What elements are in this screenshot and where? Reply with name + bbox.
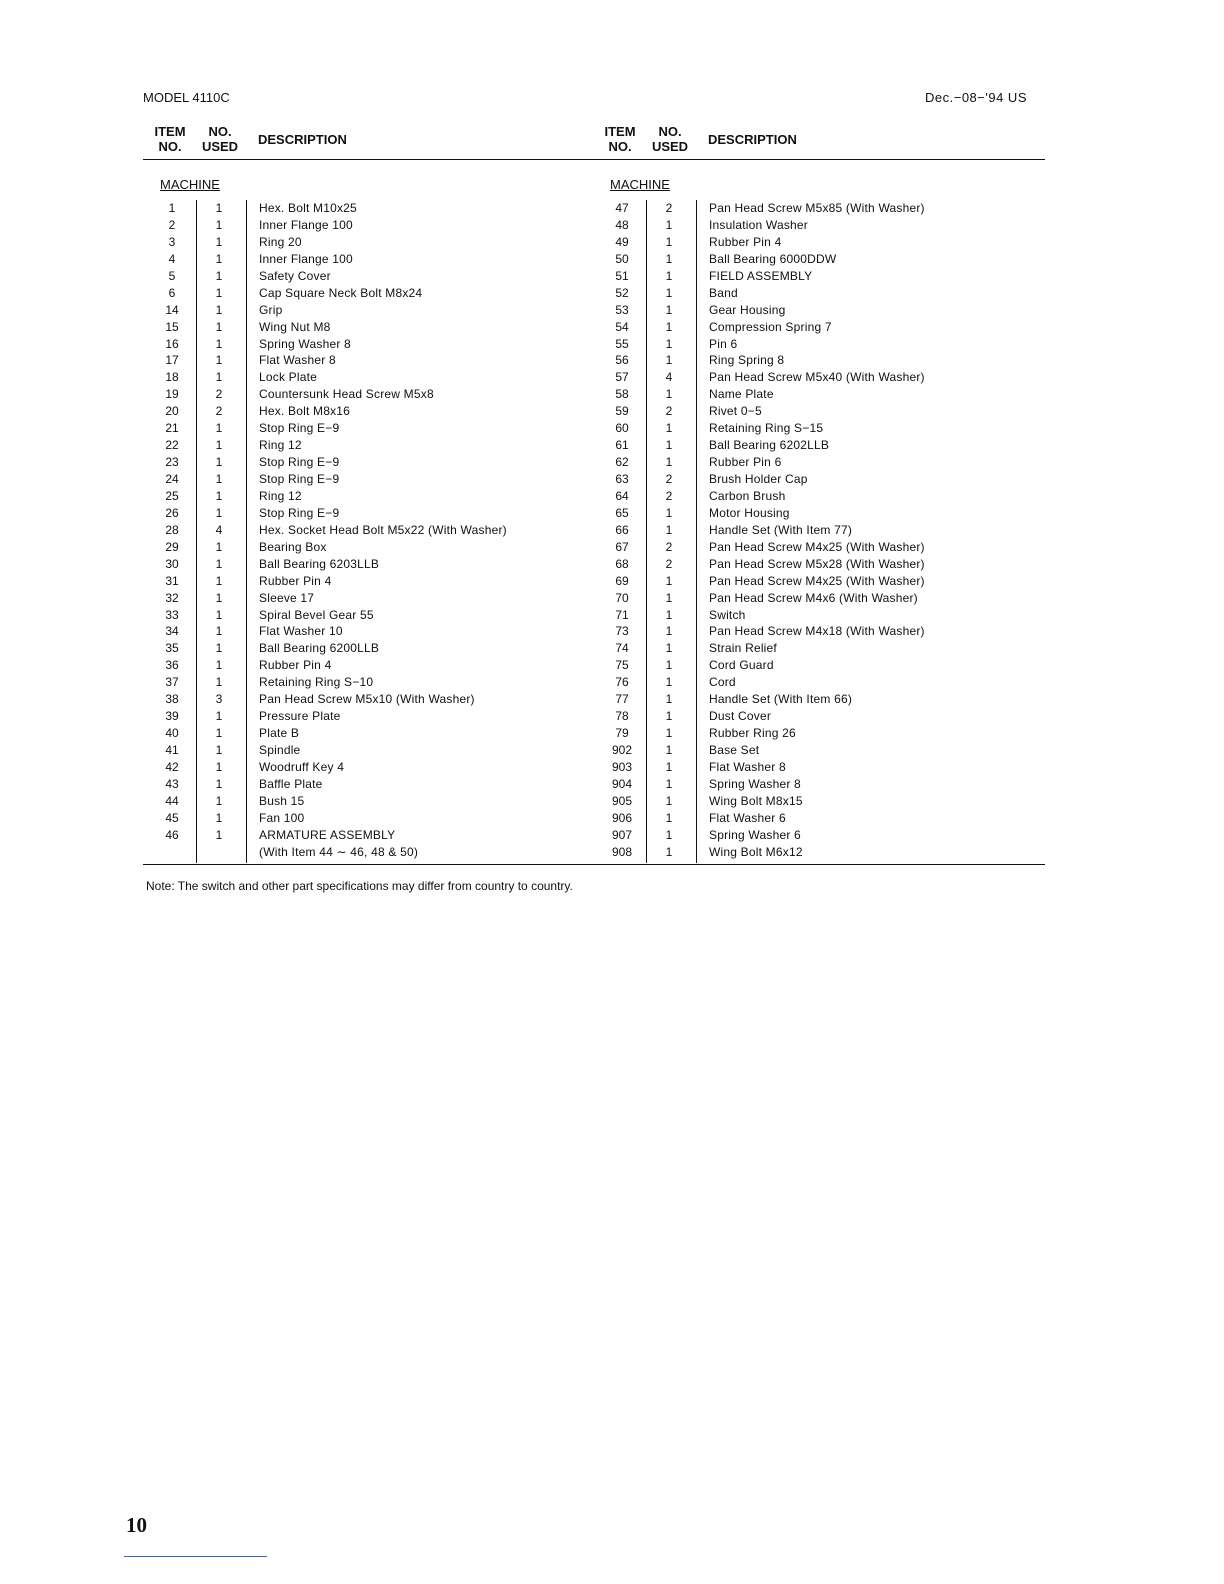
header-item-line2: NO. (608, 139, 632, 154)
quantity-used: 1 (665, 776, 673, 791)
quantity-used: 1 (665, 709, 673, 724)
item-number: 66 (615, 522, 629, 537)
quantity-used: 1 (665, 759, 673, 774)
quantity-used: 1 (215, 658, 223, 673)
quantity-used: 1 (665, 455, 673, 470)
header-used-line1: NO. (658, 124, 682, 139)
header-used-line1: NO. (208, 124, 232, 139)
quantity-used: 1 (665, 641, 673, 656)
part-description: Spring Washer 6 (709, 827, 801, 842)
item-number: 907 (611, 827, 633, 842)
part-description: Sleeve 17 (259, 590, 315, 605)
item-number: 74 (615, 641, 629, 656)
quantity-used: 1 (665, 793, 673, 808)
quantity-used: 1 (215, 743, 223, 757)
part-description: Bearing Box (259, 539, 327, 554)
quantity-used: 1 (665, 607, 673, 622)
part-description: Gear Housing (709, 302, 786, 317)
quantity-used: 1 (215, 793, 223, 808)
part-description: Ball Bearing 6202LLB (709, 438, 830, 453)
item-number: 39 (165, 709, 179, 724)
quantity-used: 1 (215, 488, 223, 503)
quantity-used: 1 (215, 590, 223, 605)
item-number: 29 (165, 539, 179, 554)
section-label (610, 177, 670, 192)
item-number: 34 (165, 624, 179, 639)
item-number: 904 (611, 776, 633, 791)
quantity-used: 1 (665, 251, 673, 266)
item-number: 37 (165, 675, 179, 690)
quantity-used: 1 (215, 438, 223, 453)
quantity-used: 1 (215, 539, 223, 554)
part-description: Spindle (259, 743, 301, 757)
item-number: 6 (168, 285, 176, 300)
part-description: Handle Set (With Item 77) (709, 522, 853, 537)
part-description: Ring 12 (259, 488, 302, 503)
part-description: Ball Bearing 6000DDW (709, 251, 837, 266)
item-number: 28 (165, 522, 179, 537)
item-number: 24 (165, 472, 179, 486)
item-number: 67 (615, 539, 629, 554)
part-description: Spiral Bevel Gear 55 (259, 607, 374, 622)
part-description: Stop Ring E−9 (259, 455, 340, 470)
part-description: Motor Housing (709, 505, 790, 520)
part-description: ARMATURE ASSEMBLY (259, 827, 396, 842)
quantity-used: 1 (215, 624, 223, 639)
item-number: 19 (165, 387, 179, 402)
part-description: Hex. Bolt M10x25 (259, 201, 357, 215)
item-number: 30 (165, 556, 179, 571)
quantity-used: 1 (215, 421, 223, 436)
part-description: Brush Holder Cap (709, 472, 808, 486)
page-number: 10 (126, 1513, 147, 1537)
item-number: 45 (165, 810, 179, 825)
quantity-used: 1 (215, 556, 223, 571)
part-description: Cap Square Neck Bolt M8x24 (259, 285, 423, 300)
item-number: 44 (165, 793, 179, 808)
item-number: 79 (615, 726, 629, 741)
item-number: 40 (165, 726, 179, 741)
item-number: 54 (615, 319, 629, 334)
quantity-used: 1 (215, 675, 223, 690)
item-number: 46 (165, 827, 179, 842)
header-item-line2: NO. (158, 139, 182, 154)
part-description: Wing Nut M8 (259, 319, 331, 334)
part-description: Stop Ring E−9 (259, 421, 340, 436)
part-description: Woodruff Key 4 (259, 759, 345, 774)
quantity-used: 1 (665, 302, 673, 317)
part-description: Cord (709, 675, 736, 690)
quantity-used: 1 (215, 201, 223, 215)
part-description: Rivet 0−5 (709, 404, 762, 419)
quantity-used: 1 (665, 810, 673, 825)
quantity-used: 3 (215, 692, 223, 707)
part-description: Wing Bolt M6x12 (709, 844, 803, 859)
quantity-used: 1 (665, 692, 673, 707)
item-number: 905 (611, 793, 633, 808)
item-number: 906 (611, 810, 633, 825)
part-description: Stop Ring E−9 (259, 505, 340, 520)
header-used-line2: USED (651, 139, 689, 154)
quantity-used: 1 (215, 472, 223, 486)
quantity-used: 1 (215, 251, 223, 266)
part-description: Rubber Pin 4 (709, 234, 782, 249)
item-number: 16 (165, 336, 179, 351)
part-description: Flat Washer 6 (709, 810, 786, 825)
item-number: 25 (165, 488, 179, 503)
header-rule (143, 159, 1045, 160)
part-description: Bush 15 (259, 793, 305, 808)
item-number: 4 (168, 251, 176, 266)
quantity-used: 1 (215, 505, 223, 520)
quantity-used: 1 (665, 658, 673, 673)
item-number: 18 (165, 370, 179, 385)
quantity-used: 1 (215, 455, 223, 470)
part-description: Pan Head Screw M4x18 (With Washer) (709, 624, 925, 639)
item-number: 23 (165, 455, 179, 470)
part-description: Ball Bearing 6200LLB (259, 641, 380, 656)
part-description: FIELD ASSEMBLY (709, 268, 813, 283)
item-number: 47 (615, 201, 629, 215)
item-number: 43 (165, 776, 179, 791)
quantity-used: 1 (215, 726, 223, 741)
part-description: Countersunk Head Screw M5x8 (259, 387, 434, 402)
quantity-used: 1 (215, 370, 223, 385)
part-description: Carbon Brush (709, 488, 786, 503)
item-number: 60 (615, 421, 629, 436)
part-description: Pan Head Screw M4x25 (With Washer) (709, 539, 925, 554)
quantity-used: 1 (215, 827, 223, 842)
quantity-used: 1 (665, 675, 673, 690)
item-number: 63 (615, 472, 629, 486)
part-description: Pan Head Screw M4x6 (With Washer) (709, 590, 918, 605)
column-divider (246, 200, 247, 863)
quantity-used: 1 (665, 285, 673, 300)
quantity-used: 1 (665, 624, 673, 639)
quantity-used: 1 (215, 285, 223, 300)
quantity-used: 1 (215, 810, 223, 825)
quantity-used: 1 (665, 505, 673, 520)
part-description: Spring Washer 8 (259, 336, 351, 351)
part-description: Pin 6 (709, 336, 738, 351)
item-number: 64 (615, 488, 629, 503)
part-description: Safety Cover (259, 268, 331, 283)
part-description: Ring 12 (259, 438, 302, 453)
quantity-used: 1 (215, 234, 223, 249)
item-number: 902 (611, 743, 633, 757)
quantity-used: 1 (215, 217, 223, 232)
date-label: Dec.−08−'94 US (925, 90, 1027, 105)
part-description: Inner Flange 100 (259, 217, 353, 232)
part-description: Switch (709, 607, 746, 622)
quantity-used: 1 (215, 607, 223, 622)
item-number: 14 (165, 302, 179, 317)
item-number: 20 (165, 404, 179, 419)
quantity-used: 1 (665, 522, 673, 537)
part-description: Handle Set (With Item 66) (709, 692, 853, 707)
quantity-used: 4 (665, 370, 673, 385)
header-item-no (600, 124, 640, 154)
header-description: DESCRIPTION (258, 132, 347, 147)
item-number: 65 (615, 505, 629, 520)
item-number: 5 (168, 268, 176, 283)
item-number: 41 (165, 743, 179, 757)
quantity-used: 2 (665, 472, 673, 486)
part-description: Pressure Plate (259, 709, 341, 724)
quantity-used: 1 (215, 709, 223, 724)
quantity-used: 1 (665, 438, 673, 453)
quantity-used: 1 (665, 387, 673, 402)
quantity-used: 1 (665, 827, 673, 842)
item-number: 49 (615, 234, 629, 249)
item-number: 58 (615, 387, 629, 402)
section-label-text: MACHINE (160, 177, 220, 192)
item-number: 77 (615, 692, 629, 707)
quantity-used: 1 (215, 268, 223, 283)
item-number: 32 (165, 590, 179, 605)
header-item-no (150, 124, 190, 154)
item-number: 59 (615, 404, 629, 419)
header-item-line1: ITEM (604, 124, 636, 139)
item-number: 2 (168, 217, 176, 232)
part-description: Insulation Washer (709, 217, 809, 232)
part-description: Fan 100 (259, 810, 305, 825)
quantity-used: 2 (665, 404, 673, 419)
item-number: 55 (615, 336, 629, 351)
item-number: 52 (615, 285, 629, 300)
item-number: 69 (615, 573, 629, 588)
item-number: 56 (615, 353, 629, 368)
footer-line (124, 1556, 267, 1557)
quantity-used: 2 (665, 201, 673, 215)
item-number: 51 (615, 268, 629, 283)
item-number: 68 (615, 556, 629, 571)
quantity-used: 1 (215, 302, 223, 317)
part-description: Pan Head Screw M4x25 (With Washer) (709, 573, 925, 588)
part-description: Hex. Socket Head Bolt M5x22 (With Washer) (259, 522, 507, 537)
item-number: 76 (615, 675, 629, 690)
item-number: 75 (615, 658, 629, 673)
quantity-used: 2 (665, 556, 673, 571)
quantity-used: 1 (665, 844, 673, 859)
part-description: Name Plate (709, 387, 774, 402)
quantity-used: 1 (215, 776, 223, 791)
part-description: Spring Washer 8 (709, 776, 801, 791)
part-description: Dust Cover (709, 709, 772, 724)
header-no-used (198, 124, 242, 154)
quantity-used: 1 (215, 573, 223, 588)
item-number: 42 (165, 759, 179, 774)
part-description: Retaining Ring S−10 (259, 675, 374, 690)
item-number: 78 (615, 709, 629, 724)
part-description: Rubber Pin 4 (259, 573, 332, 588)
quantity-used: 4 (215, 522, 223, 537)
item-number: 903 (611, 759, 633, 774)
quantity-used: 2 (665, 488, 673, 503)
part-description: Inner Flange 100 (259, 251, 353, 266)
item-number: 31 (165, 573, 179, 588)
part-description: Pan Head Screw M5x10 (With Washer) (259, 692, 475, 707)
item-number: 33 (165, 607, 179, 622)
part-description: (With Item 44 ∼ 46, 48 & 50) (259, 844, 419, 859)
item-number: 71 (615, 607, 629, 622)
item-number: 36 (165, 658, 179, 673)
item-number: 53 (615, 302, 629, 317)
item-number: 1 (168, 201, 176, 215)
quantity-used: 1 (665, 353, 673, 368)
part-description: Wing Bolt M8x15 (709, 793, 803, 808)
item-number: 61 (615, 438, 629, 453)
item-number: 62 (615, 455, 629, 470)
section-label (160, 177, 220, 192)
part-description: Pan Head Screw M5x85 (With Washer) (709, 201, 925, 215)
item-number: 17 (165, 353, 179, 368)
part-description: Rubber Ring 26 (709, 726, 796, 741)
quantity-used: 1 (665, 234, 673, 249)
part-description: Rubber Pin 4 (259, 658, 332, 673)
part-description: Band (709, 285, 738, 300)
model-label: MODEL 4110C (143, 90, 230, 105)
header-used-line2: USED (201, 139, 239, 154)
header-item-line1: ITEM (154, 124, 186, 139)
part-description: Strain Relief (709, 641, 777, 656)
item-number: 21 (165, 421, 179, 436)
quantity-used: 1 (215, 353, 223, 368)
part-description: Rubber Pin 6 (709, 455, 782, 470)
part-description: Flat Washer 8 (259, 353, 336, 368)
item-number: 38 (165, 692, 179, 707)
quantity-used: 1 (665, 336, 673, 351)
item-number: 15 (165, 319, 179, 334)
quantity-used: 1 (665, 573, 673, 588)
footnote: Note: The switch and other part specifications may differ from country to country. (146, 879, 573, 893)
header-no-used (648, 124, 692, 154)
quantity-used: 1 (215, 641, 223, 656)
header-description: DESCRIPTION (708, 132, 797, 147)
part-description: Ring 20 (259, 234, 302, 249)
part-description: Ball Bearing 6203LLB (259, 556, 380, 571)
quantity-used: 2 (215, 404, 223, 419)
quantity-used: 1 (665, 421, 673, 436)
quantity-used: 1 (215, 759, 223, 774)
quantity-used: 1 (215, 319, 223, 334)
part-description: Ring Spring 8 (709, 353, 785, 368)
quantity-used: 1 (665, 590, 673, 605)
part-description: Flat Washer 10 (259, 624, 343, 639)
item-number: 73 (615, 624, 629, 639)
item-number: 26 (165, 505, 179, 520)
footer-rule (143, 864, 1045, 865)
part-description: Pan Head Screw M5x40 (With Washer) (709, 370, 925, 385)
part-description: Pan Head Screw M5x28 (With Washer) (709, 556, 925, 571)
column-divider (696, 200, 697, 863)
quantity-used: 2 (215, 387, 223, 402)
part-description: Grip (259, 302, 283, 317)
quantity-used: 2 (665, 539, 673, 554)
item-number: 70 (615, 590, 629, 605)
part-description: Baffle Plate (259, 776, 323, 791)
quantity-used: 1 (665, 726, 673, 741)
quantity-used: 1 (665, 743, 673, 757)
part-description: Cord Guard (709, 658, 774, 673)
quantity-used: 1 (665, 217, 673, 232)
item-number: 57 (615, 370, 629, 385)
part-description: Retaining Ring S−15 (709, 421, 824, 436)
part-description: Base Set (709, 743, 760, 757)
part-description: Stop Ring E−9 (259, 472, 340, 486)
item-number: 50 (615, 251, 629, 266)
item-number: 48 (615, 217, 629, 232)
item-number: 3 (168, 234, 176, 249)
part-description: Hex. Bolt M8x16 (259, 404, 351, 419)
item-number: 35 (165, 641, 179, 656)
quantity-used: 1 (665, 268, 673, 283)
part-description: Flat Washer 8 (709, 759, 786, 774)
part-description: Plate B (259, 726, 300, 741)
item-number: 908 (611, 844, 633, 859)
part-description: Compression Spring 7 (709, 319, 832, 334)
quantity-used: 1 (665, 319, 673, 334)
item-number: 22 (165, 438, 179, 453)
quantity-used: 1 (215, 336, 223, 351)
section-label-text: MACHINE (610, 177, 670, 192)
part-description: Lock Plate (259, 370, 318, 385)
